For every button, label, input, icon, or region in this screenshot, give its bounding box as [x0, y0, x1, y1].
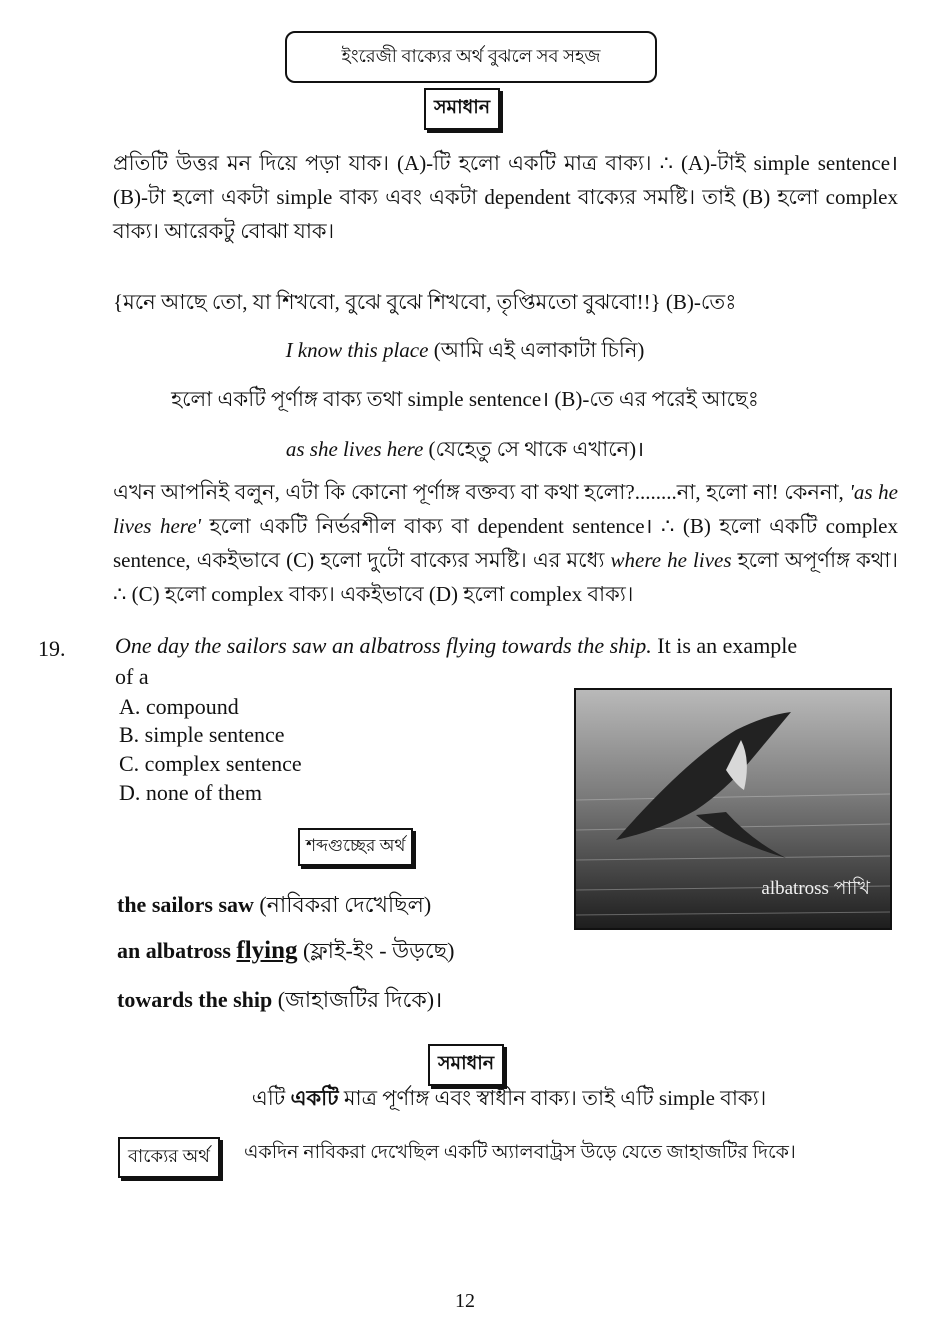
meaning-label: বাক্যের অর্থ: [118, 1137, 220, 1178]
solution-paragraph-3: হলো একটি পূর্ণাঙ্গ বাক্য তথা simple sentence। (B)-তে এর পরেই আছেঃ: [171, 387, 759, 411]
option-a: A. compound: [119, 694, 239, 719]
solution-bottom-b: একটি: [290, 1086, 339, 1110]
question-number: 19.: [38, 636, 66, 661]
vocab-line-3-en: towards the ship: [117, 987, 273, 1012]
page-number: 12: [455, 1290, 475, 1312]
vocab-line-3: [117, 983, 442, 1020]
vocab-line-1-en: the sailors saw: [117, 892, 254, 917]
example-2-bangla: (যেহেতু সে থাকে এখানে)।: [423, 437, 645, 461]
p4-text-e: হলো অপূর্ণাঙ্গ কথা। ∴ (C) হলো complex বাক্য। একইভাবে (D) হলো complex বাক্য।: [113, 548, 898, 606]
vocab-line-2-en: an albatross: [117, 938, 237, 963]
solution-label-top: [424, 88, 500, 130]
option-b: B. simple sentence: [119, 722, 285, 747]
example-1: [0, 334, 930, 369]
solution-bottom-c: মাত্র পূর্ণাঙ্গ এবং স্বাধীন বাক্য। তাই এটি simple বাক্য।: [338, 1086, 767, 1110]
question-text: [115, 630, 900, 692]
vocab-line-1-bn: (নাবিকরা দেখেছিল): [253, 892, 432, 917]
p4-text-a: এখন আপনিই বলুন, এটা কি কোনো পূর্ণাঙ্গ বক্তব্য বা কথা হলো?........না, হলো না! কেননা,: [113, 480, 850, 504]
vocab-line-2: [117, 934, 454, 971]
header-banner-text: ইংরেজী বাক্যের অর্থ বুঝলে সব সহজ: [341, 45, 601, 66]
vocab-line-1: [117, 888, 431, 925]
example-1-bangla: (আমি এই এলাকাটা চিনি): [428, 338, 645, 362]
vocab-line-2-bn: (ফ্লাই-ইং - উড়ছে): [297, 938, 455, 963]
vocab-line-2-emph: flying: [236, 937, 298, 964]
p4-italic-d: where he lives: [610, 548, 732, 572]
p4-italic-b: 'as he lives here': [113, 480, 899, 538]
solution-paragraph-1: প্রতিটি উত্তর মন দিয়ে পড়া যাক। (A)-টি হলো একটি মাত্র বাক্য। ∴ (A)-টাই simple sentence। (B)-টা হলো একটা simple বাক্য এবং একটা dependent বাক্যের সমষ্টি। তাই (B) হলো complex বাক্য। আরেকটু বোঝা যাক।: [113, 151, 898, 243]
question-prompt-2: of a: [115, 664, 149, 689]
example-1-english: I know this place: [285, 338, 429, 362]
vocab-label: শব্দগুচ্ছের অর্থ: [298, 828, 413, 866]
p4-text-c: হলো একটি নির্ভরশীল বাক্য বা dependent sentence। ∴ (B) হলো একটি complex sentence, একইভাবে (C) হলো দুটো বাক্যের সমষ্টি। এর মধ্যে: [113, 514, 898, 572]
solution-label-bottom-text: সমাধান: [438, 1053, 495, 1074]
question-prompt-1: It is an example: [651, 633, 798, 658]
solution-label-text: সমাধান: [434, 97, 491, 118]
example-2-english: as she lives here: [285, 437, 424, 461]
example-2: [0, 433, 930, 468]
option-d: D. none of them: [119, 780, 262, 805]
solution-label-bottom: [428, 1044, 504, 1086]
solution-bottom-a: এটি: [251, 1086, 291, 1110]
question-sentence: One day the sailors saw an albatross flying towards the ship.: [115, 633, 652, 658]
solution-paragraph-4: [113, 475, 898, 611]
albatross-photo: [574, 688, 892, 930]
solution-paragraph-2: {মনে আছে তো, যা শিখবো, বুঝে বুঝে শিখবো, তৃপ্তিমতো বুঝবো!!} (B)-তেঃ: [113, 290, 737, 314]
option-c: C. complex sentence: [119, 751, 302, 776]
header-banner: [285, 31, 657, 83]
photo-caption: albatross পাখি: [761, 878, 870, 899]
solution-bottom-text: [0, 1082, 930, 1117]
meaning-text: একদিন নাবিকরা দেখেছিল একটি অ্যালবাট্রস উড়ে যেতে জাহাজটির দিকে।: [244, 1142, 796, 1163]
vocab-line-3-bn: (জাহাজটির দিকে)।: [272, 987, 443, 1012]
